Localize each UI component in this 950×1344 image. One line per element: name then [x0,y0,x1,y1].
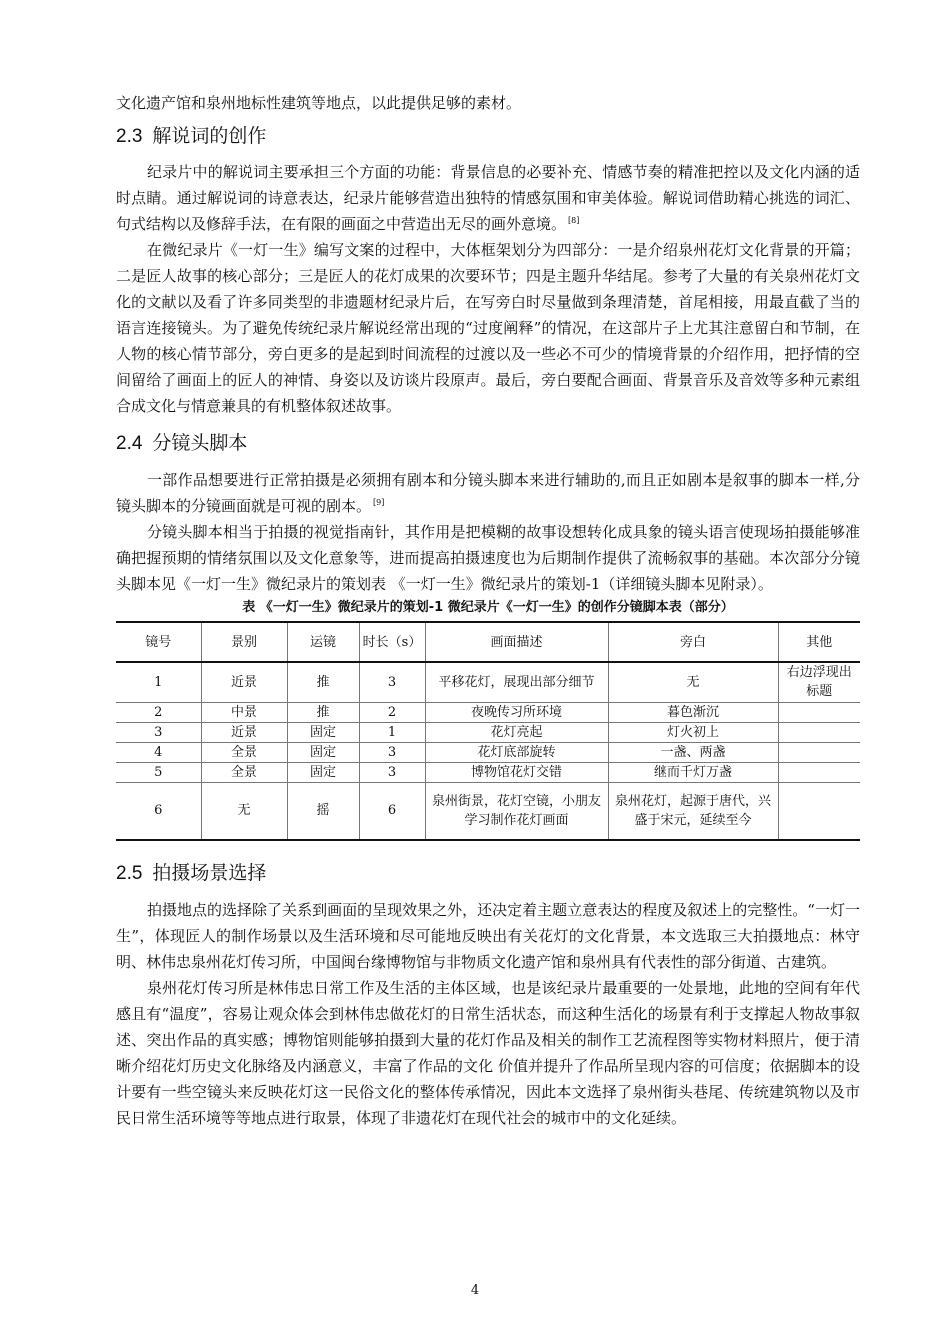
section-title: 解说词的创作 [152,126,267,147]
table-cell [778,782,860,840]
table-cell: 3 [116,722,201,742]
table-cell: 继而千灯万盏 [608,762,778,782]
document-page [116,90,860,1131]
table-cell: 推 [287,662,359,702]
table-cell: 固定 [287,742,359,762]
paragraph-text: 一部作品想要进行正常拍摄是必须拥有剧本和分镜头脚本来进行辅助的,而且正如剧本是叙事的脚本一样,分镜头脚本的分镜画面就是可视的剧本。 [116,471,860,515]
table-cell: 2 [116,702,201,722]
paragraph [116,519,860,597]
table-row [116,742,860,762]
table-cell: 泉州街景，花灯空镜，小朋友学习制作花灯画面 [425,782,608,840]
section-title: 拍摄场景选择 [152,863,267,884]
section-heading-2-4 [116,431,860,457]
table-cell: 右边浮现出标题 [778,662,860,702]
section-heading-2-3 [116,124,860,150]
section-heading-2-5 [116,861,860,887]
table-row [116,722,860,742]
table-header-cell: 运镜 [287,622,359,662]
table-cell [778,762,860,782]
table-cell: 推 [287,702,359,722]
table-cell: 一盏、两盏 [608,742,778,762]
table-caption: 表 《一灯一生》微纪录片的策划-1 微纪录片《一灯一生》的创作分镜脚本表（部分） [242,600,734,615]
table-cell: 花灯底部旋转 [425,742,608,762]
table-row [116,782,860,840]
table-header-cell: 旁白 [608,622,778,662]
table-cell: 摇 [287,782,359,840]
table-cell: 博物馆花灯交错 [425,762,608,782]
table-cell: 5 [116,762,201,782]
table-header-cell: 其他 [778,622,860,662]
section-title: 分镜头脚本 [152,433,248,454]
table-cell: 暮色渐沉 [608,702,778,722]
table-cell: 全景 [201,742,287,762]
table-header-row [116,622,860,662]
citation-ref: [9] [373,498,385,507]
table-cell: 泉州花灯，起源于唐代，兴盛于宋元，延续至今 [608,782,778,840]
table-cell [778,702,860,722]
table-header-cell: 时长（s） [359,622,425,662]
table-header-cell: 镜号 [116,622,201,662]
table-cell: 近景 [201,662,287,702]
table-cell: 1 [116,662,201,702]
table-cell: 6 [116,782,201,840]
table-cell: 花灯亮起 [425,722,608,742]
table-row [116,702,860,722]
citation-ref: [8] [568,216,580,225]
table-cell: 夜晚传习所环境 [425,702,608,722]
intro-paragraph: 文化遗产馆和泉州地标性建筑等地点，以此提供足够的素材。 [116,94,522,112]
paragraph [116,467,860,519]
table-cell [778,742,860,762]
paragraph-text: 纪录片中的解说词主要承担三个方面的功能：背景信息的必要补充、情感节奏的精准把控以及文化内涵的适时点睛。通过解说词的诗意表达，纪录片能够营造出独特的情感氛围和审美体验。解说词借助精心挑选的词汇、句式结构以及修辞手法，在有限的画面之中营造出无尽的画外意境。 [116,163,860,233]
table-row [116,662,860,702]
table-cell: 6 [359,782,425,840]
table-cell: 3 [359,742,425,762]
table-row [116,762,860,782]
table-cell: 2 [359,702,425,722]
table-cell: 全景 [201,762,287,782]
table-cell: 平移花灯，展现出部分细节 [425,662,608,702]
table-cell: 3 [359,762,425,782]
storyboard-table [116,621,860,841]
paragraph [116,237,860,419]
table-cell: 中景 [201,702,287,722]
paragraph-text: 在微纪录片《一灯一生》编写文案的过程中，大体框架划分为四部分：一是介绍泉州花灯文化背景的开篇；二是匠人故事的核心部分；三是匠人的花灯成果的次要环节；四是主题升华结尾。参考了大量的有关泉州花灯文化的文献以及看了许多同类型的非遗题材纪录片后，在写旁白时尽量做到条理清楚，首尾相接，用最直截了当的语言连接镜头。为了避免传统纪录片解说经常出现的“过度阐释”的情况，在这部片子上尤其注意留白和节制，在人物的核心情节部分，旁白更多的是起到时间流程的过渡以及一些必不可少的情境背景的介绍作用，把抒情的空间留给了画面上的匠人的神情、身姿以及访谈片段原声。最后，旁白要配合画面、背景音乐及音效等多种元素组合成文化与情意兼具的有机整体叙述故事。 [116,241,860,415]
paragraph: 拍摄地点的选择除了关系到画面的呈现效果之外，还决定着主题立意表达的程度及叙述上的完整性。“一灯一生”，体现匠人的制作场景以及生活环境和尽可能地反映出有关花灯的文化背景，本文选取三大拍摄地点：林守明、林伟忠泉州花灯传习所，中国闽台缘博物馆与非物质文化遗产馆和泉州具有代表性的部分街道、古建筑。 [116,901,860,971]
paragraph [116,159,860,237]
table-cell: 4 [116,742,201,762]
table-cell: 无 [201,782,287,840]
table-cell: 固定 [287,762,359,782]
section-number: 2.5 [116,863,143,884]
table-header-cell: 画面描述 [425,622,608,662]
table-cell: 3 [359,662,425,702]
page-number: 4 [470,1283,480,1298]
table-cell [778,722,860,742]
table-cell: 灯火初上 [608,722,778,742]
paragraph-text: 分镜头脚本相当于拍摄的视觉指南针，其作用是把模糊的故事设想转化成具象的镜头语言使现场拍摄能够准确把握预期的情绪氛围以及文化意象等，进而提高拍摄速度也为后期制作提供了流畅叙事的基础。本次部分分镜头脚本见《一灯一生》微纪录片的策划表 《一灯一生》微纪录片的策划-1（详细镜头脚本见附录）。 [116,523,860,593]
table-header-cell: 景别 [201,622,287,662]
table-cell: 固定 [287,722,359,742]
section-number: 2.4 [116,433,143,454]
table-cell: 近景 [201,722,287,742]
paragraph: 泉州花灯传习所是林伟忠日常工作及生活的主体区域，也是该纪录片最重要的一处景地，此地的空间有年代感且有“温度”，容易让观众体会到林伟忠做花灯的日常生活状态，而这种生活化的场景有利于支撑起人物故事叙述、突出作品的真实感；博物馆则能够拍摄到大量的花灯作品及相关的制作工艺流程图等实物材料照片，便于清晰介绍花灯历史文化脉络及内涵意义，丰富了作品的文化 价值并提升了作品所呈现内容的可信度；依据脚本的设计要有一些空镜头来反映花灯这一民俗文化的整体传承情况，因此本文选择了泉州街头巷尾、传统建筑物以及市民日常生活环境等等地点进行取景，体现了非遗花灯在现代社会的城市中的文化延续。 [116,979,860,1127]
table-cell: 无 [608,662,778,702]
table-cell: 1 [359,722,425,742]
section-number: 2.3 [116,126,143,147]
